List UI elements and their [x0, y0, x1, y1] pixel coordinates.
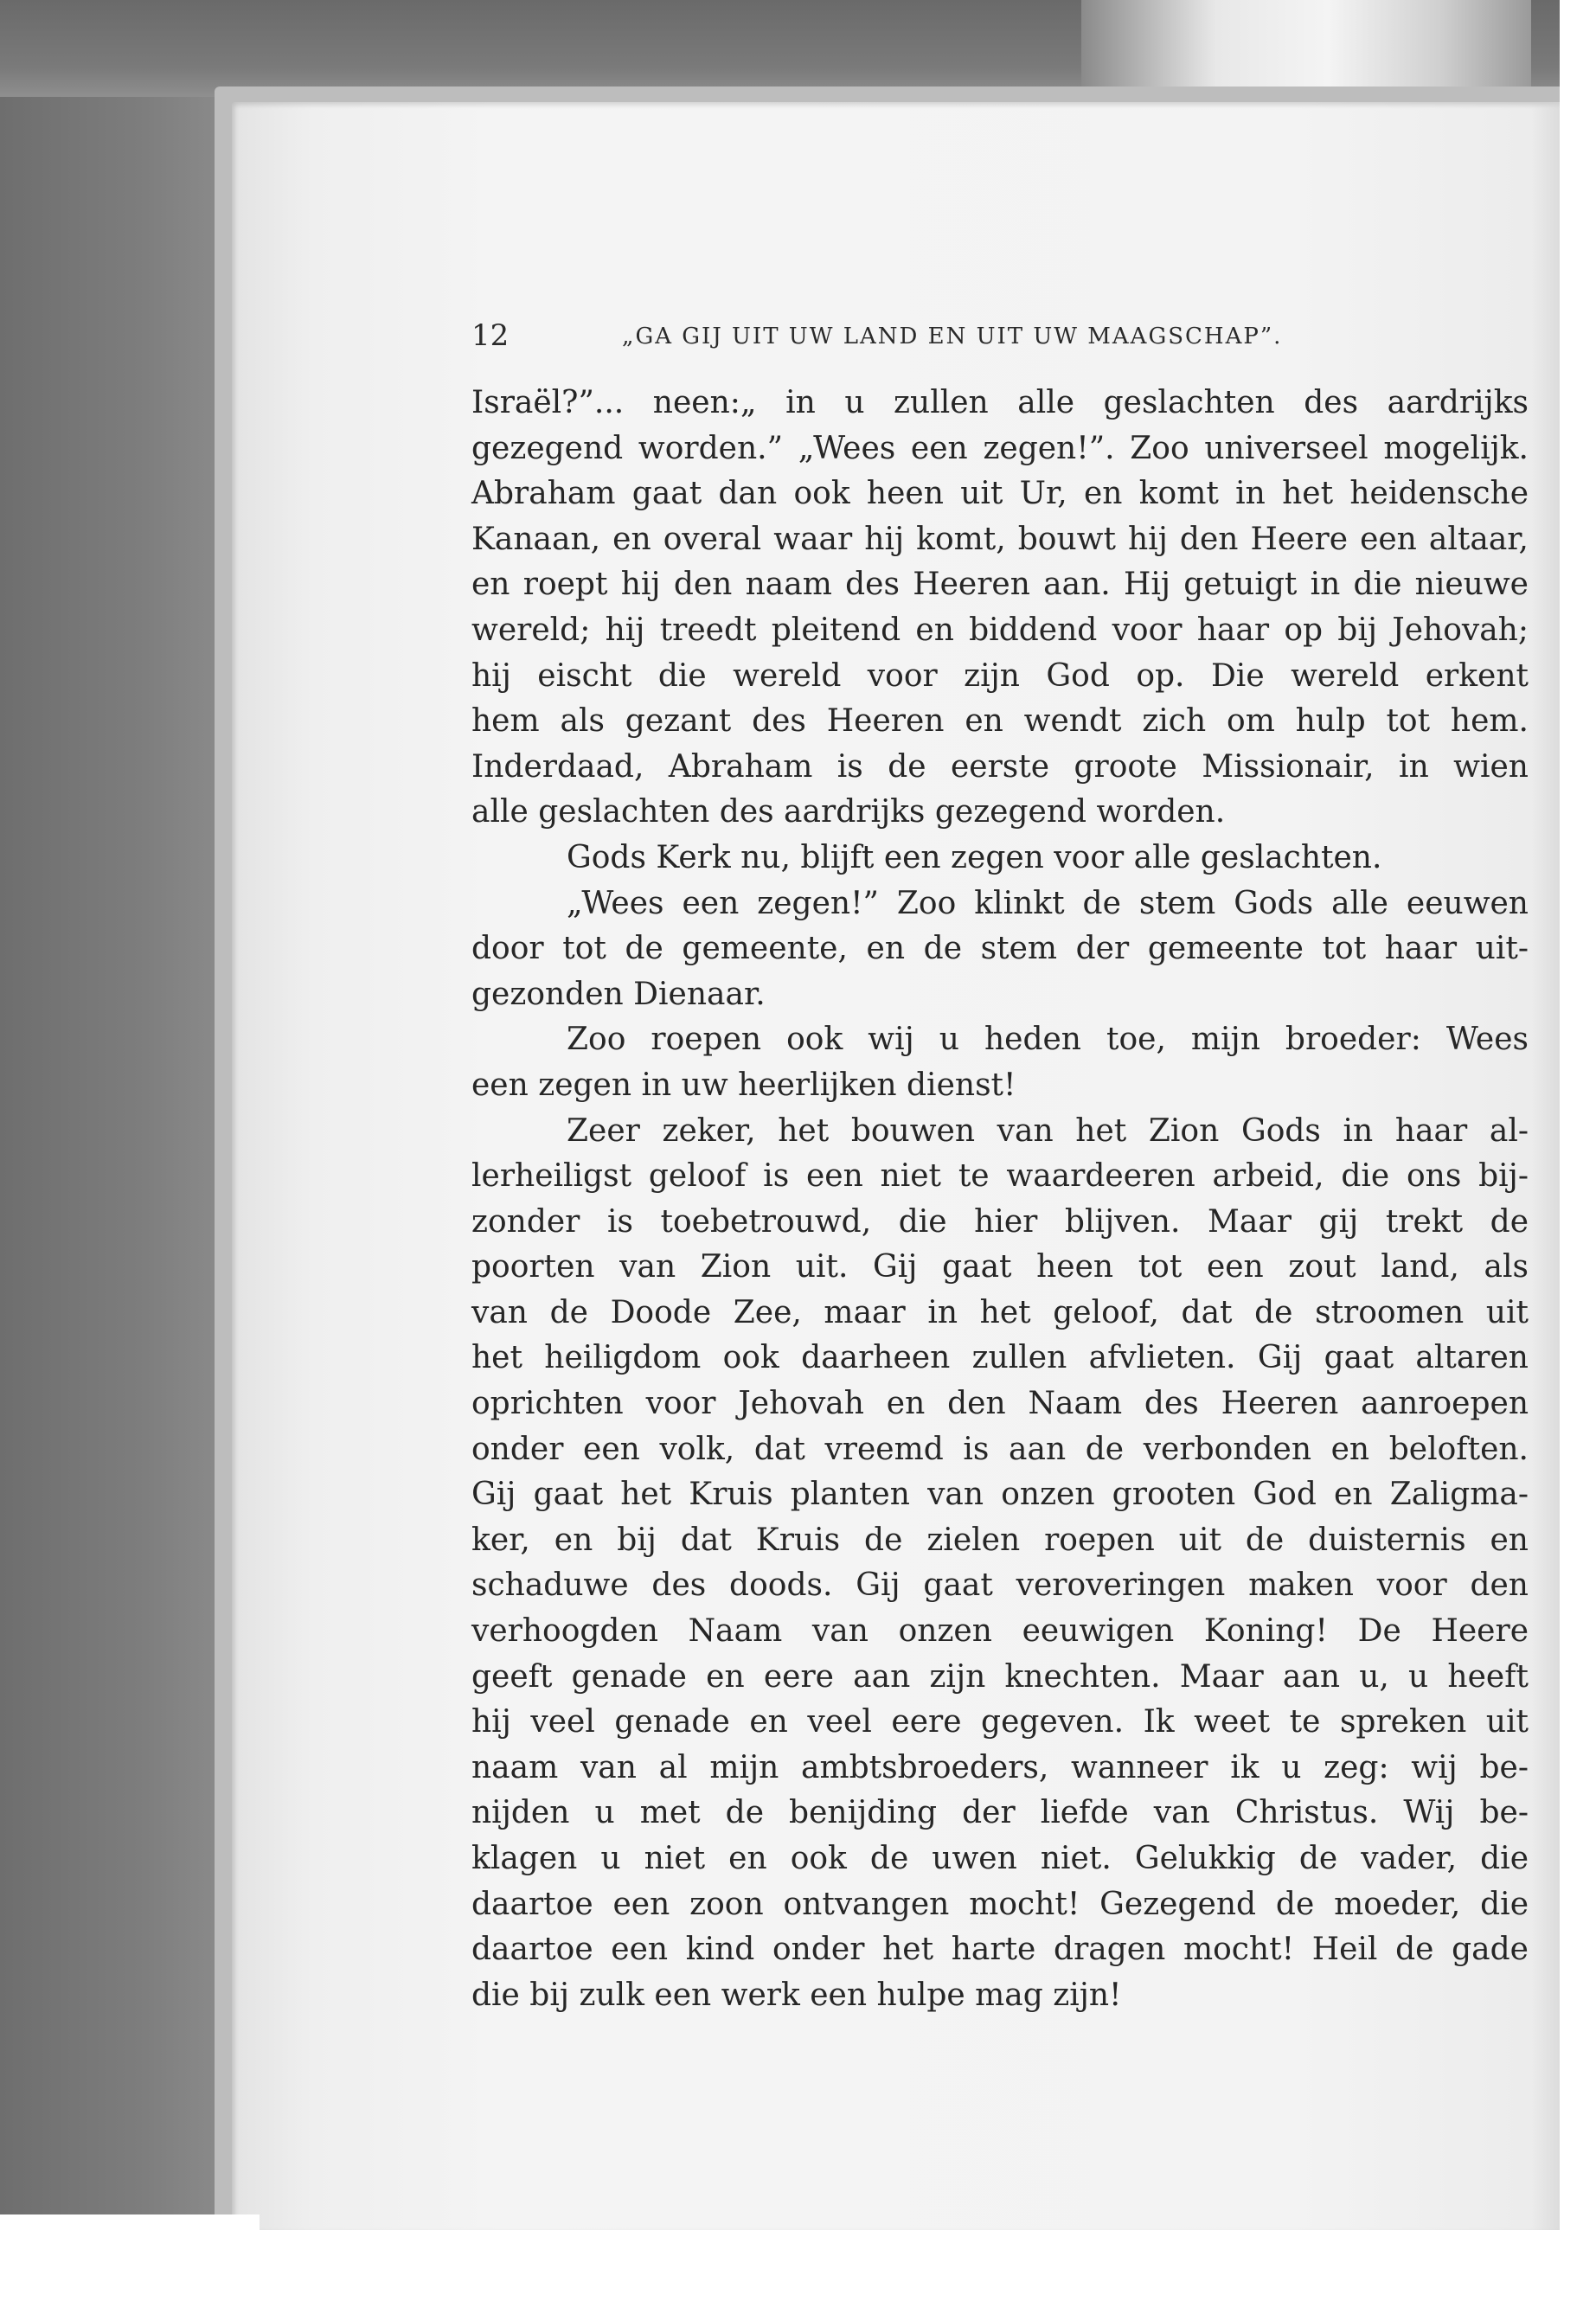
text-line: naam van al mijn ambtsbroeders, wanneer ik u zeg: wij be-: [471, 1749, 1529, 1785]
text-line: gezegend worden.” „Wees een zegen!”. Zoo universeel mogelijk.: [471, 430, 1529, 466]
text-line: Gods Kerk nu, blijft een zegen voor alle geslachten.: [567, 839, 1382, 875]
text-line: lerheiligst geloof is een niet te waardeeren arbeid, die ons bij-: [471, 1158, 1529, 1195]
text-line: geeft genade en eere aan zijn knechten. Maar aan u, u heeft: [471, 1658, 1529, 1695]
text-line: gezonden Dienaar.: [471, 976, 766, 1012]
running-head: [471, 318, 1544, 362]
text-line: en roept hij den naam des Heeren aan. Hij getuigt in die nieuwe: [471, 567, 1529, 603]
text-line: door tot de gemeente, en de stem der gemeente tot haar uit-: [471, 931, 1529, 967]
text-line: wereld; hij treedt pleitend en biddend voor haar op bij Jehovah;: [471, 612, 1529, 648]
text-line: Zoo roepen ook wij u heden toe, mijn broeder: Wees: [567, 1022, 1529, 1058]
scan-background-left: [0, 0, 232, 2301]
text-line: ker, en bij dat Kruis de zielen roepen uit de duisternis en: [471, 1522, 1529, 1558]
scan-light-patch: [1081, 0, 1531, 87]
text-line: Gij gaat het Kruis planten van onzen grooten God en Zaligma-: [471, 1477, 1529, 1513]
text-line: oprichten voor Jehovah en den Naam des Heeren aanroepen: [471, 1386, 1529, 1422]
text-line: Zeer zeker, het bouwen van het Zion Gods in haar al-: [567, 1112, 1529, 1149]
text-line: onder een volk, dat vreemd is aan de verbonden en beloften.: [471, 1431, 1529, 1467]
page-number: 12: [471, 318, 510, 353]
text-line: Abraham gaat dan ook heen uit Ur, en komt in het heidensche: [471, 476, 1529, 512]
text-line: Israël?”... neen:„ in u zullen alle geslachten des aardrijks: [471, 385, 1529, 420]
text-line: poorten van Zion uit. Gij gaat heen tot een zout land, als: [471, 1249, 1529, 1285]
scan-background-right: [1560, 0, 1596, 2301]
text-line: klagen u niet en ook de uwen niet. Gelukkig de vader, die: [471, 1841, 1529, 1876]
text-line: „Wees een zegen!” Zoo klinkt de stem Gods alle eeuwen: [567, 885, 1529, 921]
body-text: [471, 381, 1529, 2018]
text-line: van de Doode Zee, maar in het geloof, dat de stroomen uit: [471, 1294, 1529, 1330]
text-line: daartoe een zoon ontvangen mocht! Gezegend de moeder, die: [471, 1886, 1529, 1922]
text-line: daartoe een kind onder het harte dragen mocht! Heil de gade: [471, 1932, 1529, 1968]
scan-background-bottom: [0, 2214, 260, 2301]
text-line: Inderdaad, Abraham is de eerste groote Missionair, in wien: [471, 748, 1529, 785]
text-line: Kanaan, en overal waar hij komt, bouwt hij den Heere een altaar,: [471, 521, 1529, 557]
text-line: hij veel genade en veel eere gegeven. Ik weet te spreken uit: [471, 1704, 1529, 1740]
text-line: verhoogden Naam van onzen eeuwigen Koning! De Heere: [471, 1613, 1529, 1650]
text-line: nijden u met de benijding der liefde van Christus. Wij be-: [471, 1795, 1529, 1831]
running-title: „GA GIJ UIT UW LAND EN UIT UW MAAGSCHAP”.: [622, 324, 1283, 349]
text-line: het heiligdom ook daarheen zullen afvlieten. Gij gaat altaren: [471, 1340, 1529, 1376]
text-line: hem als gezant des Heeren en wendt zich om hulp tot hem.: [471, 703, 1529, 740]
text-line: die bij zulk een werk een hulpe mag zijn!: [471, 1977, 1122, 2013]
text-line: alle geslachten des aardrijks gezegend worden.: [471, 794, 1226, 830]
text-line: schaduwe des doods. Gij gaat veroveringen maken voor den: [471, 1567, 1529, 1604]
text-line: zonder is toebetrouwd, die hier blijven. Maar gij trekt de: [471, 1203, 1529, 1240]
text-line: een zegen in uw heerlijken dienst!: [471, 1067, 1016, 1103]
text-line: hij eischt die wereld voor zijn God op. Die wereld erkent: [471, 657, 1529, 694]
